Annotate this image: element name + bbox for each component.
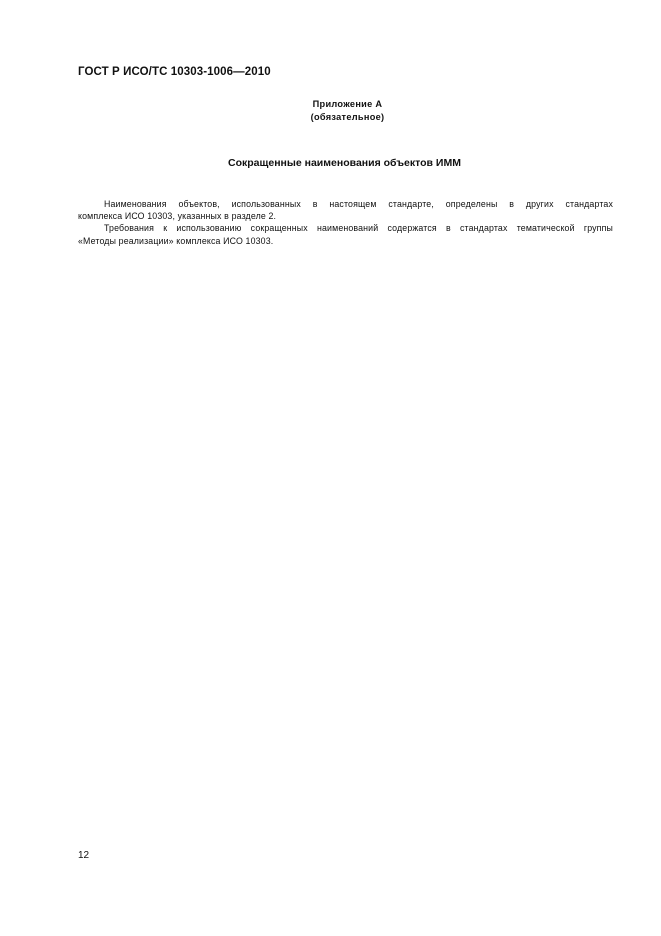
paragraph-2-line-2: «Методы реализации» комплекса ИСО 10303.	[78, 235, 274, 246]
paragraph-2-line-1: Требования к использованию сокращенных наименований содержатся в стандартах тематической группы	[104, 223, 613, 234]
paragraph-1-line-1: Наименования объектов, использованных в настоящем стандарте, определены в других стандартах	[104, 199, 613, 209]
paragraph-1-line-2: комплекса ИСО 10303, указанных в разделе 2.	[78, 211, 277, 222]
annex-heading	[0, 98, 661, 124]
annex-status: (обязательное)	[310, 112, 385, 122]
paragraph-2	[78, 222, 613, 246]
annex-title: Приложение А	[312, 99, 383, 109]
page-number: 12	[78, 850, 90, 861]
section-title: Сокращенные наименования объектов ИММ	[228, 157, 461, 169]
body-text	[78, 198, 613, 247]
paragraph-1	[78, 198, 613, 222]
document-code-header: ГОСТ Р ИСО/ТС 10303-1006—2010	[78, 66, 271, 78]
